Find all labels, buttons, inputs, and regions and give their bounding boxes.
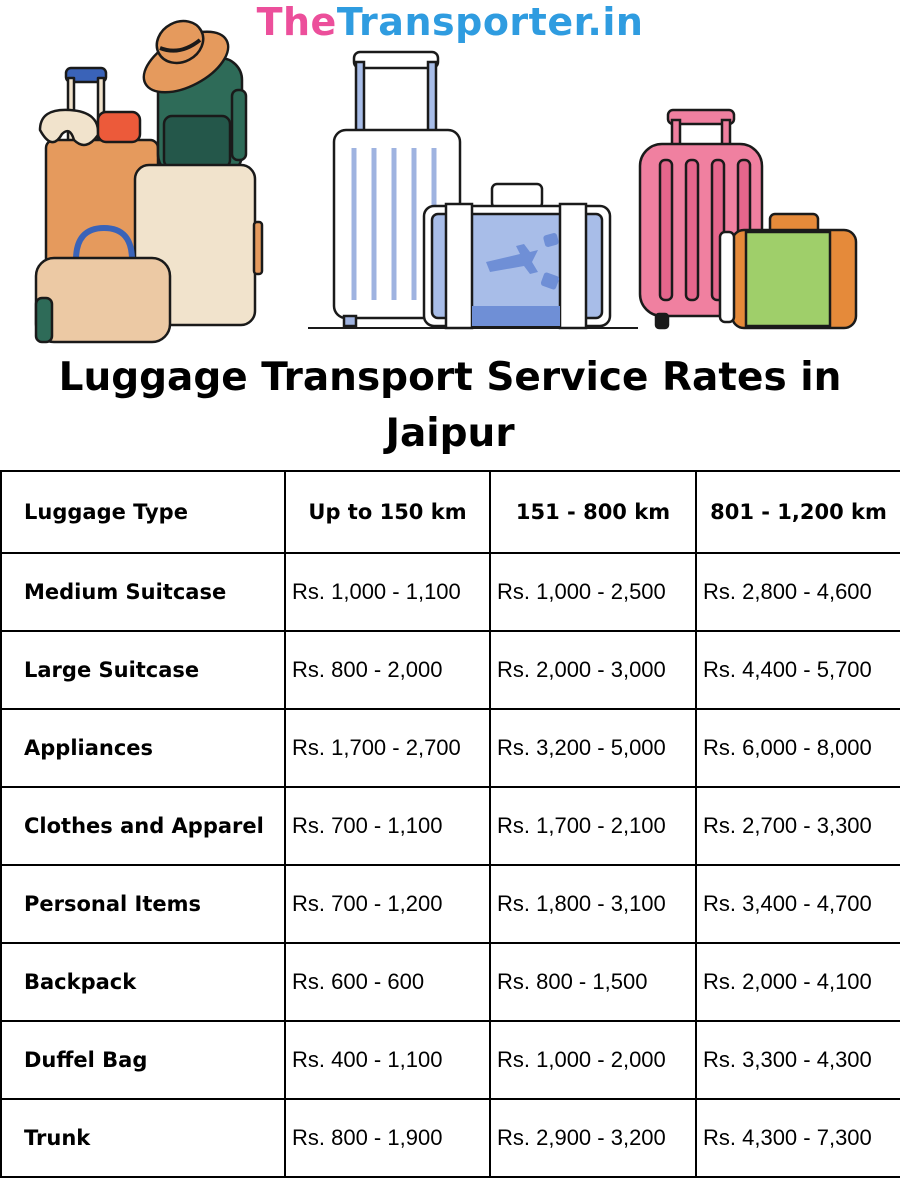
row-luggage-type: Trunk [1, 1099, 285, 1177]
row-rate-up-to-150: Rs. 800 - 1,900 [285, 1099, 490, 1177]
page-title-line1: Luggage Transport Service Rates in [58, 355, 842, 400]
table-row [1, 553, 900, 631]
header-801-1200-km: 801 - 1,200 km [696, 471, 900, 553]
row-luggage-type: Personal Items [1, 865, 285, 943]
header-luggage-type: Luggage Type [1, 471, 285, 553]
table-row [1, 1021, 900, 1099]
green-case-icon [720, 214, 856, 328]
row-rate-801-1200: Rs. 4,400 - 5,700 [696, 631, 900, 709]
row-rate-801-1200: Rs. 3,400 - 4,700 [696, 865, 900, 943]
row-rate-801-1200: Rs. 4,300 - 7,300 [696, 1099, 900, 1177]
row-rate-801-1200: Rs. 6,000 - 8,000 [696, 709, 900, 787]
travel-case-icon [424, 184, 610, 328]
row-rate-up-to-150: Rs. 700 - 1,200 [285, 865, 490, 943]
row-luggage-type: Medium Suitcase [1, 553, 285, 631]
row-rate-up-to-150: Rs. 400 - 1,100 [285, 1021, 490, 1099]
row-rate-801-1200: Rs. 2,000 - 4,100 [696, 943, 900, 1021]
row-rate-up-to-150: Rs. 800 - 2,000 [285, 631, 490, 709]
row-rate-151-800: Rs. 2,900 - 3,200 [490, 1099, 696, 1177]
header-up-to-150-km: Up to 150 km [285, 471, 490, 553]
row-rate-151-800: Rs. 800 - 1,500 [490, 943, 696, 1021]
row-rate-151-800: Rs. 1,700 - 2,100 [490, 787, 696, 865]
table-row [1, 1099, 900, 1177]
row-luggage-type: Backpack [1, 943, 285, 1021]
row-luggage-type: Appliances [1, 709, 285, 787]
row-rate-801-1200: Rs. 2,800 - 4,600 [696, 553, 900, 631]
table-row [1, 865, 900, 943]
row-rate-up-to-150: Rs. 700 - 1,100 [285, 787, 490, 865]
row-rate-801-1200: Rs. 3,300 - 4,300 [696, 1021, 900, 1099]
table-row [1, 787, 900, 865]
row-rate-151-800: Rs. 2,000 - 3,000 [490, 631, 696, 709]
row-rate-151-800: Rs. 1,000 - 2,000 [490, 1021, 696, 1099]
page-title [0, 350, 900, 462]
brand-logo-part2: Transporter.in [336, 0, 644, 44]
row-luggage-type: Large Suitcase [1, 631, 285, 709]
rates-table [0, 470, 900, 1178]
header-151-800-km: 151 - 800 km [490, 471, 696, 553]
row-luggage-type: Clothes and Apparel [1, 787, 285, 865]
row-rate-151-800: Rs. 3,200 - 5,000 [490, 709, 696, 787]
row-rate-151-800: Rs. 1,800 - 3,100 [490, 865, 696, 943]
row-rate-151-800: Rs. 1,000 - 2,500 [490, 553, 696, 631]
row-rate-up-to-150: Rs. 600 - 600 [285, 943, 490, 1021]
brand-logo-part1: The [256, 0, 337, 44]
luggage-pile-icon [36, 13, 262, 342]
table-header-row [1, 471, 900, 553]
table-row [1, 631, 900, 709]
luggage-illustration [0, 0, 900, 350]
table-row [1, 943, 900, 1021]
page-title-line2: Jaipur [385, 411, 515, 456]
row-rate-up-to-150: Rs. 1,700 - 2,700 [285, 709, 490, 787]
row-luggage-type: Duffel Bag [1, 1021, 285, 1099]
row-rate-up-to-150: Rs. 1,000 - 1,100 [285, 553, 490, 631]
table-row [1, 709, 900, 787]
row-rate-801-1200: Rs. 2,700 - 3,300 [696, 787, 900, 865]
